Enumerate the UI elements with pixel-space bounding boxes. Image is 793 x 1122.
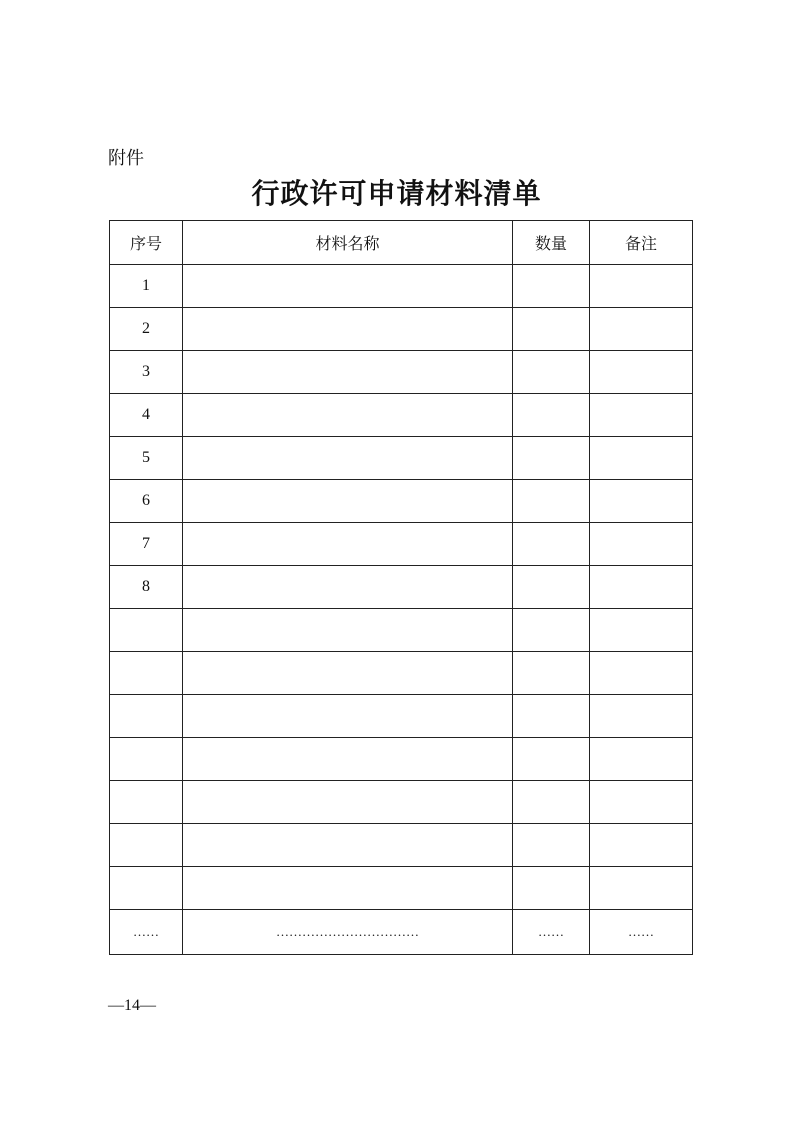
cell-material-name xyxy=(183,308,513,351)
cell-remarks: …… xyxy=(590,910,693,955)
cell-quantity xyxy=(513,609,590,652)
cell-quantity xyxy=(513,781,590,824)
cell-seq: 4 xyxy=(110,394,183,437)
cell-material-name xyxy=(183,867,513,910)
cell-quantity xyxy=(513,351,590,394)
cell-seq xyxy=(110,824,183,867)
cell-quantity xyxy=(513,824,590,867)
cell-quantity xyxy=(513,437,590,480)
cell-quantity xyxy=(513,265,590,308)
cell-seq: …… xyxy=(110,910,183,955)
table-row xyxy=(110,437,693,480)
cell-remarks xyxy=(590,738,693,781)
page-title: 行政许可申请材料清单 xyxy=(251,177,542,210)
table-row xyxy=(110,738,693,781)
table-row xyxy=(110,523,693,566)
cell-remarks xyxy=(590,437,693,480)
cell-remarks xyxy=(590,566,693,609)
table-row xyxy=(110,781,693,824)
cell-remarks xyxy=(590,265,693,308)
cell-quantity xyxy=(513,523,590,566)
cell-seq: 2 xyxy=(110,308,183,351)
cell-material-name xyxy=(183,480,513,523)
cell-seq xyxy=(110,867,183,910)
cell-material-name xyxy=(183,824,513,867)
table-row xyxy=(110,308,693,351)
table-row-ellipsis xyxy=(110,910,693,955)
cell-quantity xyxy=(513,308,590,351)
cell-seq: 3 xyxy=(110,351,183,394)
table-row xyxy=(110,566,693,609)
cell-quantity xyxy=(513,738,590,781)
attachment-label: 附件 xyxy=(108,148,144,169)
cell-material-name xyxy=(183,609,513,652)
materials-table xyxy=(109,220,693,955)
cell-remarks xyxy=(590,867,693,910)
cell-material-name: …………………………… xyxy=(183,910,513,955)
cell-material-name xyxy=(183,738,513,781)
cell-remarks xyxy=(590,781,693,824)
cell-remarks xyxy=(590,394,693,437)
cell-remarks xyxy=(590,523,693,566)
table-row xyxy=(110,351,693,394)
column-header-seq: 序号 xyxy=(110,221,183,265)
cell-remarks xyxy=(590,480,693,523)
column-header-quantity: 数量 xyxy=(513,221,590,265)
cell-remarks xyxy=(590,609,693,652)
cell-quantity: …… xyxy=(513,910,590,955)
cell-seq xyxy=(110,695,183,738)
cell-material-name xyxy=(183,695,513,738)
cell-quantity xyxy=(513,394,590,437)
cell-remarks xyxy=(590,652,693,695)
cell-quantity xyxy=(513,566,590,609)
cell-seq: 1 xyxy=(110,265,183,308)
table-row xyxy=(110,867,693,910)
cell-quantity xyxy=(513,652,590,695)
cell-seq xyxy=(110,609,183,652)
cell-remarks xyxy=(590,695,693,738)
table-row xyxy=(110,695,693,738)
table-row xyxy=(110,824,693,867)
table-row xyxy=(110,265,693,308)
cell-material-name xyxy=(183,265,513,308)
cell-seq: 6 xyxy=(110,480,183,523)
cell-quantity xyxy=(513,695,590,738)
cell-quantity xyxy=(513,867,590,910)
page-number: —14— xyxy=(108,997,156,1014)
table-row xyxy=(110,394,693,437)
cell-seq: 8 xyxy=(110,566,183,609)
cell-seq xyxy=(110,738,183,781)
table-header-row xyxy=(110,221,693,265)
cell-seq: 5 xyxy=(110,437,183,480)
cell-seq xyxy=(110,652,183,695)
cell-material-name xyxy=(183,781,513,824)
column-header-material-name: 材料名称 xyxy=(183,221,513,265)
cell-material-name xyxy=(183,566,513,609)
cell-remarks xyxy=(590,351,693,394)
table-row xyxy=(110,652,693,695)
cell-material-name xyxy=(183,351,513,394)
cell-material-name xyxy=(183,394,513,437)
cell-material-name xyxy=(183,437,513,480)
cell-seq: 7 xyxy=(110,523,183,566)
cell-quantity xyxy=(513,480,590,523)
cell-material-name xyxy=(183,523,513,566)
cell-remarks xyxy=(590,824,693,867)
cell-material-name xyxy=(183,652,513,695)
table-row xyxy=(110,480,693,523)
column-header-remarks: 备注 xyxy=(590,221,693,265)
cell-remarks xyxy=(590,308,693,351)
cell-seq xyxy=(110,781,183,824)
table-row xyxy=(110,609,693,652)
